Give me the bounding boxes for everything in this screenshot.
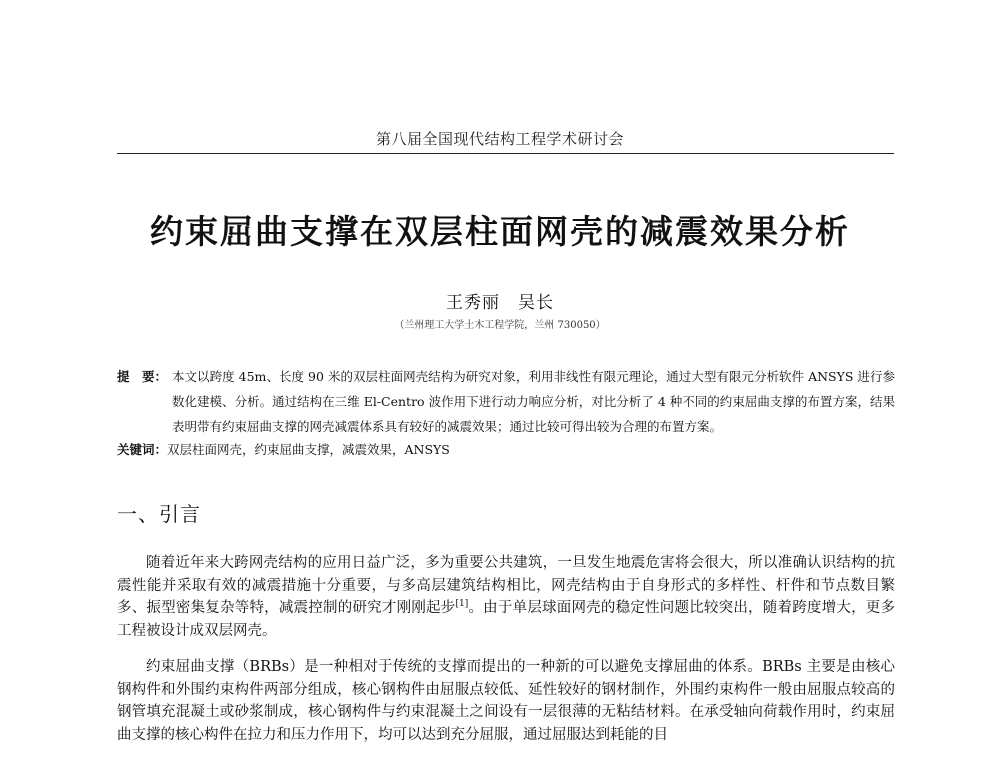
running-header: 第八届全国现代结构工程学术研讨会 — [375, 130, 624, 148]
paragraph-text-tail: 。由于单层球面网壳的稳定性问题比较突出，随着跨度增大，更多工程被设计成双层网壳。 — [117, 600, 896, 639]
keywords-text: 双层柱面网壳，约束屈曲支撑，减震效果，ANSYS — [167, 442, 450, 457]
author-name: 吴长 — [518, 293, 554, 313]
keywords — [117, 440, 895, 460]
paper-title: 约束屈曲支撑在双层柱面网壳的减震效果分析 — [150, 212, 850, 251]
header-rule — [117, 153, 894, 154]
abstract — [117, 364, 895, 439]
citation-ref: [1] — [455, 599, 469, 610]
section-heading: 一、引言 — [117, 502, 201, 526]
keywords-label: 关键词： — [117, 442, 168, 457]
paragraph-text: 随着近年来大跨网壳结构的应用日益广泛，多为重要公共建筑，一旦发生地震危害将会很大，所以准确认识结构的抗震性能并采取有效的减震措施十分重要，与多高层建筑结构相比，网壳结构由于自身形式的多样性、杆件和节点数目繁多、振型密集复杂等特，减震控制的研究才刚刚起步 — [117, 555, 895, 616]
authors — [0, 288, 1000, 313]
paragraph: 约束屈曲支撑（BRBs）是一种相对于传统的支撑而提出的一种新的可以避免支撑屈曲的体系。BRBs 主要是由核心钢构件和外围约束构件两部分组成，核心钢构件由屈服点较低、延性较好的钢材制作，外围约束构件一般由屈服点较高的钢管填充混凝土或砂浆制成，核心钢构件与约束混凝土之间设有一层很薄的无粘结材料。在承受轴向荷载作用时，约束屈曲支撑的核心构件在拉力和压力作用下，均可以达到充分屈服，通过屈服达到耗能的目 — [117, 659, 895, 743]
abstract-text: 本文以跨度 45m、长度 90 米的双层柱面网壳结构为研究对象，利用非线性有限元理论，通过大型有限元分析软件 ANSYS 进行参数化建模、分析。通过结构在三维 El-Centro 波作用下进行动力响应分析，对比分析了 4 种不同的约束屈曲支撑的布置方案，结果表明带有约束屈曲支撑的网壳减震体系具有较好的减震效果；通过比较可得出较为合理的布置方案。 — [172, 369, 895, 434]
affiliation: （兰州理工大学土木工程学院，兰州 730050） — [394, 320, 606, 331]
paragraph — [117, 552, 895, 642]
author-name: 王秀丽 — [446, 293, 500, 313]
abstract-label: 提 要： — [117, 369, 168, 384]
